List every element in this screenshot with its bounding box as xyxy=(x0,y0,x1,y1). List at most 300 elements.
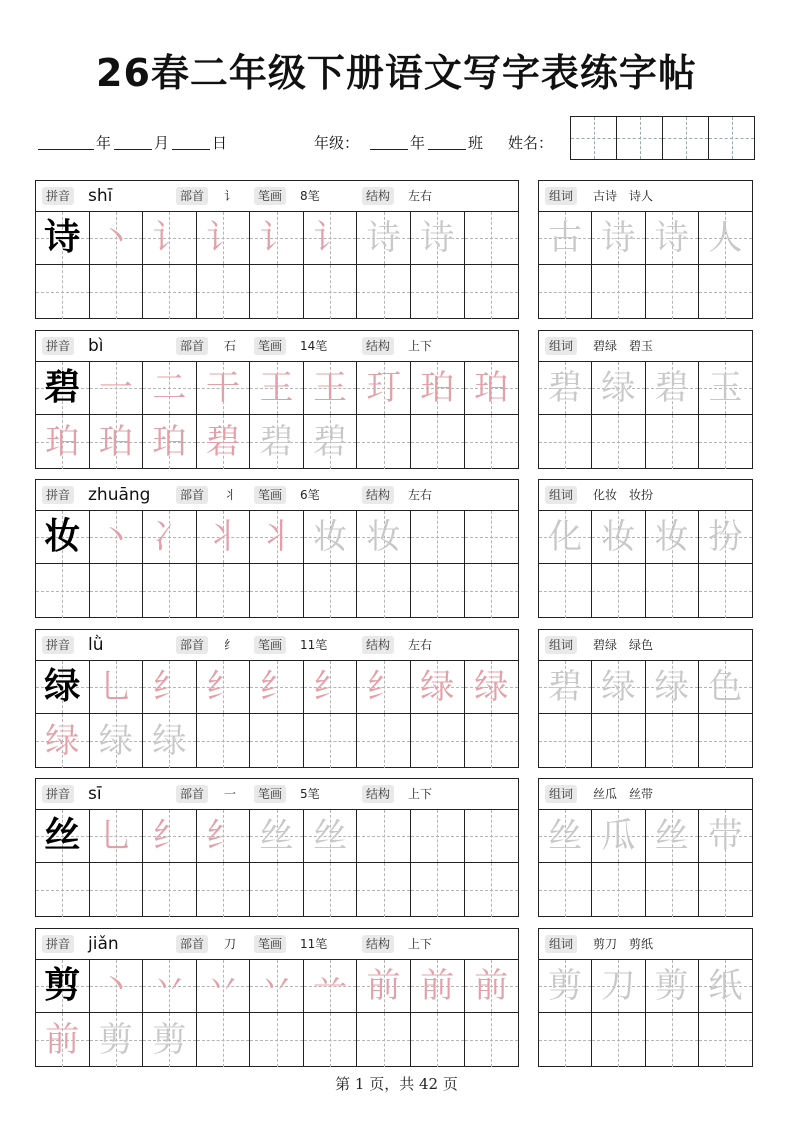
stroke-order-step: 绿 xyxy=(98,721,133,761)
word-header xyxy=(539,929,752,960)
writing-cell[interactable] xyxy=(143,415,197,469)
word-cell[interactable] xyxy=(699,714,752,768)
writing-cell[interactable] xyxy=(250,810,304,862)
writing-cell[interactable] xyxy=(465,362,519,414)
writing-cell[interactable] xyxy=(465,212,519,264)
character-practice-block xyxy=(35,629,519,768)
writing-cell[interactable] xyxy=(90,1013,144,1067)
writing-cell[interactable] xyxy=(143,714,197,768)
writing-cell[interactable] xyxy=(250,1013,304,1067)
structure-value: 上下 xyxy=(408,339,433,353)
writing-cell[interactable] xyxy=(411,564,465,618)
model-character: 诗 xyxy=(44,217,81,258)
stroke-order-step: 纟 xyxy=(313,667,348,707)
writing-cell[interactable] xyxy=(465,1013,519,1067)
writing-cell[interactable] xyxy=(304,212,358,264)
strokes-value: 11笔 xyxy=(300,638,328,652)
writing-cell[interactable] xyxy=(36,265,90,319)
writing-cell[interactable] xyxy=(143,362,197,414)
stroke-order-step: 丷 xyxy=(259,966,294,1006)
stroke-order-step: 碧 xyxy=(205,422,240,462)
writing-cell[interactable] xyxy=(143,212,197,264)
strokes-tag: 笔画 xyxy=(254,337,286,355)
character-info-header xyxy=(36,779,518,810)
writing-cell[interactable] xyxy=(36,1013,90,1067)
word-cell[interactable] xyxy=(592,265,645,319)
writing-cell[interactable] xyxy=(143,661,197,713)
word-cell[interactable] xyxy=(539,212,592,264)
writing-cell[interactable] xyxy=(250,863,304,917)
grid-row xyxy=(539,415,752,469)
stroke-order-step: 剪 xyxy=(98,1020,133,1060)
writing-cell[interactable] xyxy=(465,863,519,917)
word-cell[interactable] xyxy=(539,661,592,713)
pinyin-value: sī xyxy=(88,784,102,804)
writing-cell[interactable] xyxy=(465,564,519,618)
pinyin-tag: 拼音 xyxy=(42,187,74,205)
stroke-order-step: 讠 xyxy=(259,218,294,258)
name-label: 姓名： xyxy=(508,134,554,152)
word-cell[interactable] xyxy=(592,415,645,469)
character-practice-block xyxy=(35,778,519,917)
writing-cell[interactable] xyxy=(357,1013,411,1067)
word-trace-character: 诗 xyxy=(654,218,689,258)
writing-cell[interactable] xyxy=(465,511,519,563)
words-tag: 组词 xyxy=(545,337,577,355)
writing-cell[interactable] xyxy=(465,714,519,768)
guide-horizontal xyxy=(411,836,464,837)
writing-cell[interactable] xyxy=(197,564,251,618)
pinyin-value: bì xyxy=(88,336,104,356)
word-cell[interactable] xyxy=(539,564,592,618)
writing-cell[interactable] xyxy=(250,415,304,469)
word-cell[interactable] xyxy=(699,212,752,264)
word-cell[interactable] xyxy=(592,511,645,563)
page-footer: 第 1 页，共 42 页 xyxy=(335,1075,458,1093)
writing-cell[interactable] xyxy=(197,810,251,862)
writing-cell[interactable] xyxy=(250,714,304,768)
guide-horizontal xyxy=(90,292,143,293)
guide-horizontal xyxy=(304,591,357,592)
writing-cell[interactable] xyxy=(197,1013,251,1067)
word-trace-character: 剪 xyxy=(654,966,689,1006)
guide-horizontal xyxy=(250,890,303,891)
grid-row xyxy=(539,714,752,768)
class-blank[interactable] xyxy=(428,149,466,150)
year-blank[interactable] xyxy=(38,149,94,150)
writing-cell[interactable] xyxy=(357,212,411,264)
writing-cell[interactable] xyxy=(250,265,304,319)
word-cell[interactable] xyxy=(699,511,752,563)
word-cell[interactable] xyxy=(592,661,645,713)
writing-cell[interactable] xyxy=(197,265,251,319)
writing-cell[interactable] xyxy=(250,960,304,1012)
writing-cell[interactable] xyxy=(36,415,90,469)
guide-horizontal xyxy=(699,1040,752,1041)
structure-tag: 结构 xyxy=(362,785,394,803)
writing-cell[interactable] xyxy=(143,564,197,618)
writing-cell[interactable] xyxy=(465,265,519,319)
guide-horizontal xyxy=(250,591,303,592)
guide-horizontal xyxy=(465,890,519,891)
writing-cell[interactable] xyxy=(250,212,304,264)
grade-year-label: 年 xyxy=(410,134,426,152)
word-cell[interactable] xyxy=(539,362,592,414)
grid-row xyxy=(539,960,752,1013)
word-cell[interactable] xyxy=(699,564,752,618)
month-blank[interactable] xyxy=(114,149,152,150)
model-character: 丝 xyxy=(44,815,81,856)
writing-cell[interactable] xyxy=(90,212,144,264)
writing-cell[interactable] xyxy=(143,960,197,1012)
model-character: 剪 xyxy=(44,965,81,1006)
writing-cell[interactable] xyxy=(411,362,465,414)
stroke-order-step: 丶 xyxy=(98,966,133,1006)
pinyin-tag: 拼音 xyxy=(42,486,74,504)
writing-cell[interactable] xyxy=(143,863,197,917)
words-tag: 组词 xyxy=(545,486,577,504)
writing-cell[interactable] xyxy=(357,511,411,563)
word-cell[interactable] xyxy=(592,714,645,768)
word-header xyxy=(539,779,752,810)
writing-cell[interactable] xyxy=(143,511,197,563)
writing-cell[interactable] xyxy=(197,511,251,563)
writing-cell[interactable] xyxy=(36,511,90,563)
writing-cell[interactable] xyxy=(36,362,90,414)
word-cell[interactable] xyxy=(539,714,592,768)
name-cell[interactable] xyxy=(571,117,617,159)
writing-cell[interactable] xyxy=(197,863,251,917)
writing-cell[interactable] xyxy=(411,714,465,768)
writing-cell[interactable] xyxy=(465,960,519,1012)
writing-cell[interactable] xyxy=(411,511,465,563)
words-value: 碧绿 碧玉 xyxy=(593,339,654,353)
strokes-tag: 笔画 xyxy=(254,636,286,654)
radical-tag: 部首 xyxy=(176,486,208,504)
words-value: 古诗 诗人 xyxy=(593,189,654,203)
word-header xyxy=(539,181,752,212)
radical-value: 一 xyxy=(224,787,237,801)
writing-grid xyxy=(36,511,518,618)
word-trace-character: 诗 xyxy=(601,218,636,258)
writing-cell[interactable] xyxy=(411,212,465,264)
writing-cell[interactable] xyxy=(143,1013,197,1067)
stroke-order-step: 一 xyxy=(98,368,133,408)
grid-row xyxy=(36,1013,518,1067)
guide-horizontal xyxy=(250,741,303,742)
word-cell[interactable] xyxy=(539,511,592,563)
writing-cell[interactable] xyxy=(90,863,144,917)
word-grid xyxy=(539,212,752,319)
stroke-order-step: 纟 xyxy=(366,667,401,707)
writing-cell[interactable] xyxy=(36,863,90,917)
grid-row xyxy=(36,960,518,1013)
word-cell[interactable] xyxy=(699,265,752,319)
structure-tag: 结构 xyxy=(362,636,394,654)
writing-cell[interactable] xyxy=(304,960,358,1012)
word-cell[interactable] xyxy=(592,362,645,414)
writing-cell[interactable] xyxy=(90,714,144,768)
word-trace-character: 古 xyxy=(548,218,583,258)
words-tag: 组词 xyxy=(545,935,577,953)
word-cell[interactable] xyxy=(646,863,699,917)
guide-horizontal xyxy=(304,890,357,891)
guide-horizontal xyxy=(411,537,464,538)
guide-horizontal xyxy=(197,890,250,891)
writing-cell[interactable] xyxy=(304,810,358,862)
word-practice-block xyxy=(538,778,753,917)
word-trace-character: 化 xyxy=(548,517,583,557)
pinyin-value: zhuāng xyxy=(88,485,151,505)
word-cell[interactable] xyxy=(592,1013,645,1067)
class-label: 班 xyxy=(468,134,484,152)
writing-cell[interactable] xyxy=(90,810,144,862)
writing-cell[interactable] xyxy=(90,960,144,1012)
grid-row xyxy=(539,212,752,265)
grid-row xyxy=(539,564,752,618)
word-cell[interactable] xyxy=(539,960,592,1012)
writing-cell[interactable] xyxy=(357,265,411,319)
grid-row xyxy=(36,415,518,469)
writing-cell[interactable] xyxy=(197,714,251,768)
writing-cell[interactable] xyxy=(36,810,90,862)
radical-tag: 部首 xyxy=(176,785,208,803)
guide-horizontal xyxy=(592,1040,644,1041)
strokes-value: 8笔 xyxy=(300,189,320,203)
writing-cell[interactable] xyxy=(357,661,411,713)
grid-row xyxy=(36,212,518,265)
character-info-header xyxy=(36,480,518,511)
writing-cell[interactable] xyxy=(197,415,251,469)
guide-horizontal xyxy=(592,292,644,293)
stroke-order-step: 丷 xyxy=(152,966,187,1006)
writing-cell[interactable] xyxy=(304,661,358,713)
writing-cell[interactable] xyxy=(250,564,304,618)
word-cell[interactable] xyxy=(699,415,752,469)
writing-cell[interactable] xyxy=(197,960,251,1012)
guide-horizontal xyxy=(143,890,196,891)
stroke-order-step: 碧 xyxy=(259,422,294,462)
pinyin-value: lǜ xyxy=(88,635,104,655)
word-cell[interactable] xyxy=(592,863,645,917)
writing-cell[interactable] xyxy=(357,415,411,469)
writing-cell[interactable] xyxy=(36,960,90,1012)
stroke-order-step: 丝 xyxy=(259,816,294,856)
stroke-order-step: 讠 xyxy=(313,218,348,258)
strokes-value: 14笔 xyxy=(300,339,328,353)
pinyin-value: jiǎn xyxy=(88,934,119,954)
word-trace-character: 剪 xyxy=(548,966,583,1006)
words-value: 剪刀 剪纸 xyxy=(593,937,654,951)
writing-cell[interactable] xyxy=(411,863,465,917)
radical-tag: 部首 xyxy=(176,187,208,205)
name-cell[interactable] xyxy=(709,117,754,159)
word-cell[interactable] xyxy=(646,714,699,768)
structure-tag: 结构 xyxy=(362,187,394,205)
word-cell[interactable] xyxy=(699,362,752,414)
guide-horizontal xyxy=(699,591,752,592)
word-cell[interactable] xyxy=(646,661,699,713)
word-cell[interactable] xyxy=(699,810,752,862)
writing-cell[interactable] xyxy=(411,415,465,469)
writing-cell[interactable] xyxy=(90,661,144,713)
writing-cell[interactable] xyxy=(304,564,358,618)
writing-cell[interactable] xyxy=(197,661,251,713)
writing-cell[interactable] xyxy=(304,863,358,917)
name-cell[interactable] xyxy=(617,117,663,159)
writing-cell[interactable] xyxy=(304,415,358,469)
writing-cell[interactable] xyxy=(143,265,197,319)
writing-cell[interactable] xyxy=(304,511,358,563)
writing-cell[interactable] xyxy=(143,810,197,862)
stroke-order-step: 前 xyxy=(474,966,509,1006)
writing-cell[interactable] xyxy=(90,511,144,563)
word-cell[interactable] xyxy=(646,511,699,563)
writing-cell[interactable] xyxy=(357,863,411,917)
guide-horizontal xyxy=(357,741,410,742)
word-header xyxy=(539,480,752,511)
writing-cell[interactable] xyxy=(411,265,465,319)
writing-cell[interactable] xyxy=(250,362,304,414)
guide-horizontal xyxy=(357,292,410,293)
grade-blank[interactable] xyxy=(370,149,408,150)
word-trace-character: 扮 xyxy=(708,517,743,557)
grid-row xyxy=(36,265,518,319)
grid-row xyxy=(36,714,518,768)
word-cell[interactable] xyxy=(592,810,645,862)
pinyin-tag: 拼音 xyxy=(42,636,74,654)
stroke-order-step: 干 xyxy=(205,368,240,408)
name-cell[interactable] xyxy=(663,117,709,159)
word-cell[interactable] xyxy=(539,810,592,862)
writing-cell[interactable] xyxy=(304,714,358,768)
writing-cell[interactable] xyxy=(357,960,411,1012)
words-value: 碧绿 绿色 xyxy=(593,638,654,652)
word-cell[interactable] xyxy=(646,212,699,264)
writing-cell[interactable] xyxy=(304,362,358,414)
guide-horizontal xyxy=(197,1040,250,1041)
writing-cell[interactable] xyxy=(357,714,411,768)
word-cell[interactable] xyxy=(539,1013,592,1067)
writing-cell[interactable] xyxy=(411,960,465,1012)
guide-horizontal xyxy=(465,238,519,239)
stroke-order-step: 纟 xyxy=(259,667,294,707)
word-practice-block xyxy=(538,330,753,469)
writing-cell[interactable] xyxy=(465,661,519,713)
guide-horizontal xyxy=(304,292,357,293)
word-grid xyxy=(539,511,752,618)
guide-horizontal xyxy=(539,1040,591,1041)
guide-horizontal xyxy=(699,292,752,293)
writing-cell[interactable] xyxy=(411,810,465,862)
guide-horizontal xyxy=(411,591,464,592)
grade-label: 年级： xyxy=(314,134,360,152)
writing-cell[interactable] xyxy=(36,212,90,264)
word-cell[interactable] xyxy=(539,265,592,319)
guide-horizontal xyxy=(592,890,644,891)
word-cell[interactable] xyxy=(592,960,645,1012)
writing-cell[interactable] xyxy=(357,362,411,414)
writing-cell[interactable] xyxy=(465,415,519,469)
writing-cell[interactable] xyxy=(36,714,90,768)
writing-cell[interactable] xyxy=(250,661,304,713)
guide-horizontal xyxy=(143,292,196,293)
stroke-order-step: 纟 xyxy=(205,816,240,856)
word-cell[interactable] xyxy=(646,810,699,862)
stroke-order-step: 妆 xyxy=(366,517,401,557)
grid-row xyxy=(36,863,518,917)
guide-horizontal xyxy=(143,591,196,592)
writing-grid xyxy=(36,661,518,768)
guide-horizontal xyxy=(411,292,464,293)
year-label: 年 xyxy=(96,134,112,152)
word-cell[interactable] xyxy=(646,564,699,618)
grid-row xyxy=(539,810,752,863)
word-cell[interactable] xyxy=(539,863,592,917)
character-info-header xyxy=(36,929,518,960)
writing-cell[interactable] xyxy=(304,265,358,319)
strokes-tag: 笔画 xyxy=(254,187,286,205)
word-trace-character: 纸 xyxy=(708,966,743,1006)
word-cell[interactable] xyxy=(592,564,645,618)
writing-cell[interactable] xyxy=(90,265,144,319)
radical-value: 纟 xyxy=(224,638,237,652)
writing-cell[interactable] xyxy=(36,564,90,618)
writing-cell[interactable] xyxy=(90,415,144,469)
guide-horizontal xyxy=(699,442,752,443)
pinyin-tag: 拼音 xyxy=(42,785,74,803)
radical-value: 讠 xyxy=(224,189,237,203)
word-trace-character: 妆 xyxy=(654,517,689,557)
word-trace-character: 绿 xyxy=(654,667,689,707)
writing-cell[interactable] xyxy=(90,362,144,414)
word-cell[interactable] xyxy=(699,1013,752,1067)
word-cell[interactable] xyxy=(646,960,699,1012)
pinyin-value: shī xyxy=(88,186,113,206)
writing-cell[interactable] xyxy=(411,661,465,713)
stroke-order-step: 丷 xyxy=(205,966,240,1006)
stroke-order-step: 冫 xyxy=(152,517,187,557)
word-cell[interactable] xyxy=(699,960,752,1012)
writing-cell[interactable] xyxy=(36,661,90,713)
word-cell[interactable] xyxy=(699,661,752,713)
structure-value: 左右 xyxy=(408,638,433,652)
word-cell[interactable] xyxy=(539,415,592,469)
words-value: 丝瓜 丝带 xyxy=(593,787,654,801)
day-blank[interactable] xyxy=(172,149,210,150)
guide-horizontal xyxy=(592,442,644,443)
word-cell[interactable] xyxy=(646,362,699,414)
writing-cell[interactable] xyxy=(357,810,411,862)
writing-cell[interactable] xyxy=(357,564,411,618)
stroke-order-step: 绿 xyxy=(474,667,509,707)
writing-cell[interactable] xyxy=(304,1013,358,1067)
word-cell[interactable] xyxy=(699,863,752,917)
name-grid[interactable] xyxy=(570,116,755,160)
writing-cell[interactable] xyxy=(90,564,144,618)
word-cell[interactable] xyxy=(592,212,645,264)
word-cell[interactable] xyxy=(646,1013,699,1067)
writing-cell[interactable] xyxy=(197,362,251,414)
word-cell[interactable] xyxy=(646,265,699,319)
guide-horizontal xyxy=(699,741,752,742)
writing-cell[interactable] xyxy=(465,810,519,862)
writing-cell[interactable] xyxy=(411,1013,465,1067)
word-grid xyxy=(539,362,752,469)
writing-cell[interactable] xyxy=(250,511,304,563)
writing-cell[interactable] xyxy=(197,212,251,264)
word-cell[interactable] xyxy=(646,415,699,469)
